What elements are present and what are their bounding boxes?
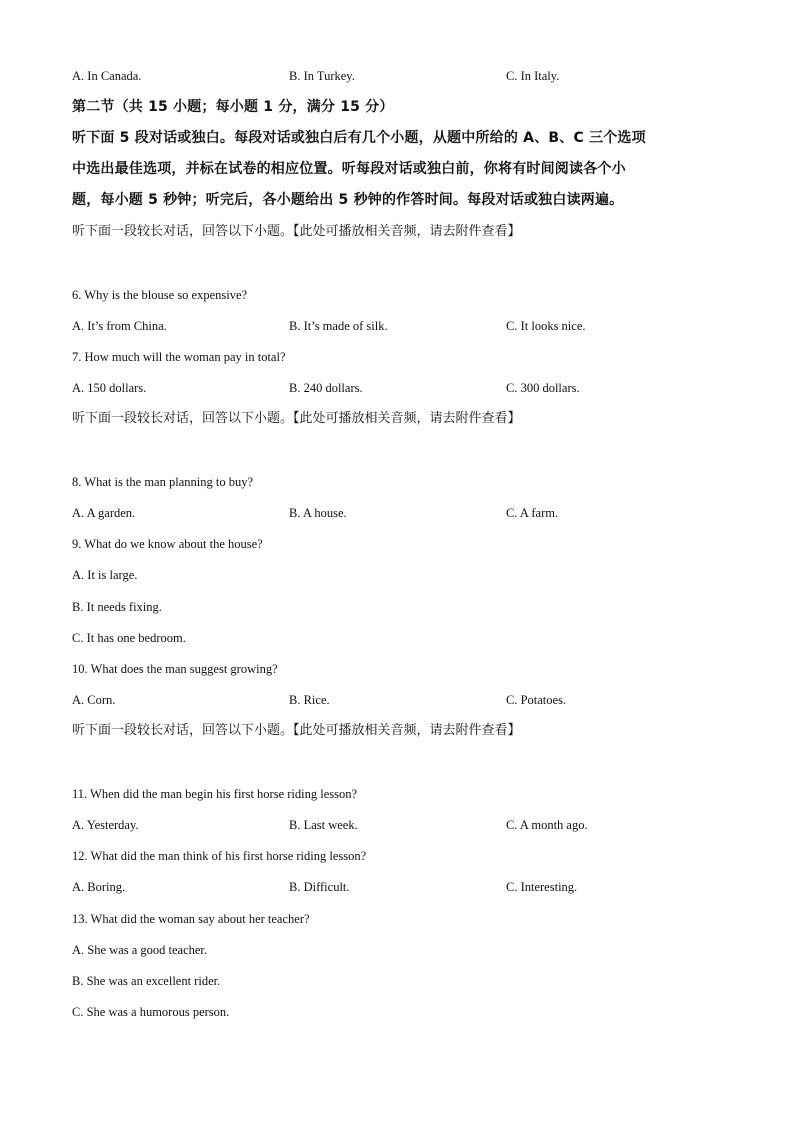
q6-option-c: C. It looks nice. — [506, 319, 586, 333]
q11-options — [0, 816, 794, 834]
q5-option-b: B. In Turkey. — [289, 69, 355, 83]
audio-note: 听下面一段较长对话，回答以下小题。【此处可播放相关音频，请去附件查看】 — [72, 723, 521, 738]
q12-options — [0, 878, 794, 896]
q10-option-c: C. Potatoes. — [506, 693, 567, 707]
q8-option-b: B. A house. — [289, 506, 347, 520]
q9-option-a: A. It is large. — [72, 568, 138, 582]
q7-options — [0, 379, 794, 397]
q12-option-c: C. Interesting. — [506, 880, 578, 894]
q13-option-a: A. She was a good teacher. — [72, 943, 208, 957]
audio-note: 听下面一段较长对话，回答以下小题。【此处可播放相关音频，请去附件查看】 — [72, 411, 521, 426]
q7-option-b: B. 240 dollars. — [289, 381, 363, 395]
q8-stem: 8. What is the man planning to buy? — [72, 475, 253, 489]
q12-option-b: B. Difficult. — [289, 880, 350, 894]
q8-options — [0, 504, 794, 522]
q13-option-b: B. She was an excellent rider. — [72, 974, 221, 988]
q9-stem: 9. What do we know about the house? — [72, 537, 263, 551]
q7-option-c: C. 300 dollars. — [506, 381, 580, 395]
q12-option-a: A. Boring. — [72, 880, 126, 894]
q8-option-a: A. A garden. — [72, 506, 136, 520]
q7-option-a: A. 150 dollars. — [72, 381, 147, 395]
q6-option-b: B. It’s made of silk. — [289, 319, 388, 333]
q10-option-b: B. Rice. — [289, 693, 330, 707]
q10-stem: 10. What does the man suggest growing? — [72, 662, 278, 676]
q9-option-c: C. It has one bedroom. — [72, 631, 186, 645]
q13-option-c: C. She was a humorous person. — [72, 1005, 230, 1019]
q6-options — [0, 317, 794, 335]
q5-option-c: C. In Italy. — [506, 69, 560, 83]
section-title: 第二节（共 15 小题；每小题 1 分，满分 15 分） — [72, 99, 394, 115]
q9-option-b: B. It needs fixing. — [72, 600, 162, 614]
section-instructions-line-3: 题，每小题 5 秒钟；听完后，各小题给出 5 秒钟的作答时间。每段对话或独白读两遍。 — [72, 192, 624, 208]
q10-options — [0, 691, 794, 709]
q13-stem: 13. What did the woman say about her teacher? — [72, 912, 310, 926]
q6-stem: 6. Why is the blouse so expensive? — [72, 288, 248, 302]
q11-option-b: B. Last week. — [289, 818, 358, 832]
q5-options — [0, 67, 794, 85]
q12-stem: 12. What did the man think of his first horse riding lesson? — [72, 849, 367, 863]
q5-option-a: A. In Canada. — [72, 69, 142, 83]
q7-stem: 7. How much will the woman pay in total? — [72, 350, 286, 364]
q11-option-a: A. Yesterday. — [72, 818, 139, 832]
q11-stem: 11. When did the man begin his first horse riding lesson? — [72, 787, 358, 801]
q10-option-a: A. Corn. — [72, 693, 116, 707]
q11-option-c: C. A month ago. — [506, 818, 588, 832]
section-instructions-line-1: 听下面 5 段对话或独白。每段对话或独白后有几个小题，从题中所给的 A、B、C 三个选项 — [72, 130, 646, 146]
audio-note: 听下面一段较长对话，回答以下小题。【此处可播放相关音频，请去附件查看】 — [72, 224, 521, 239]
section-instructions-line-2: 中选出最佳选项，并标在试卷的相应位置。听每段对话或独白前，你将有时间阅读各个小 — [72, 161, 626, 177]
q8-option-c: C. A farm. — [506, 506, 559, 520]
q6-option-a: A. It’s from China. — [72, 319, 167, 333]
